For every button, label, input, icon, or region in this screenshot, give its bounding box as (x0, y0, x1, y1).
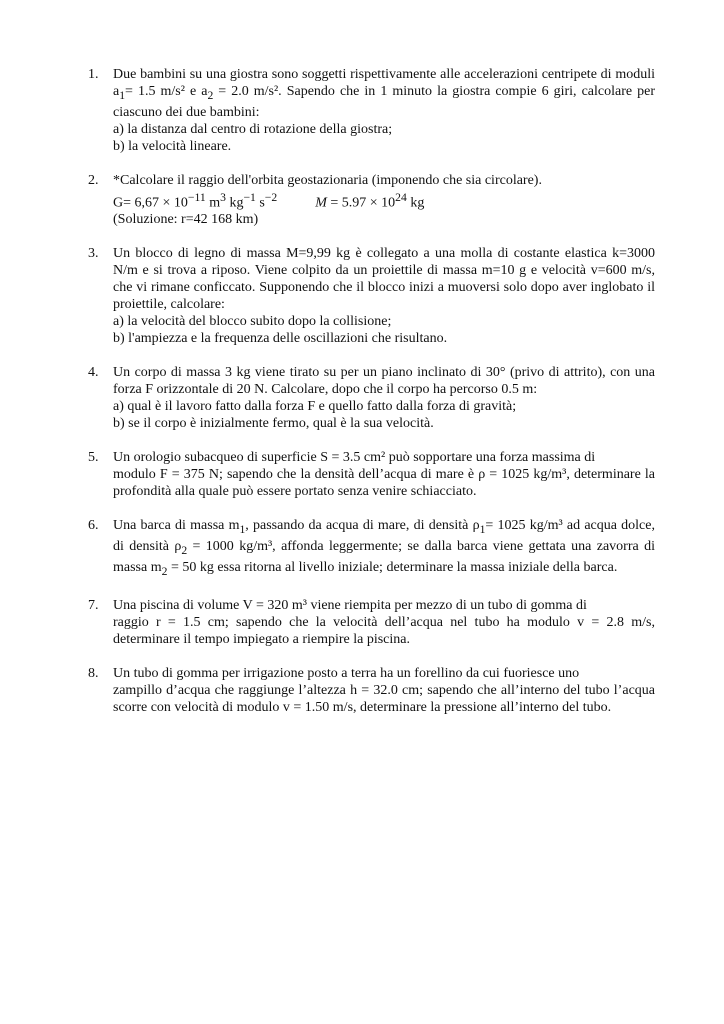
solution: (Soluzione: r=42 168 km) (113, 212, 259, 228)
subscript: 1 (119, 88, 126, 102)
problem-number: 8. (88, 665, 99, 681)
problem-7 (88, 597, 655, 648)
problem-number: 5. (88, 450, 99, 466)
question-b: b) l'ampiezza e la frequenza delle oscillazioni che risultano. (113, 331, 448, 347)
problem-text-continued: modulo F = 375 N; sapendo che la densità dell’acqua di mare è ρ = 1025 kg/m³, determinare la profondità alla quale può essere portato senza venire schiacciato. (113, 467, 655, 500)
earth-mass-value: = 5.97 × 10 (326, 195, 396, 211)
problem-text: Un orologio subacqueo di superficie S = 3.5 cm² può sopportare una forza massima di (113, 450, 596, 466)
problem-number: 1. (88, 67, 99, 82)
question-a: a) la velocità del blocco subito dopo la collisione; (113, 314, 392, 330)
problem-text: Un corpo di massa 3 kg viene tirato su per un piano inclinato di 30° (privo di attrito), con una forza F orizzontale di 20 N. Calcolare, dopo che il corpo ha percorso 0.5 m: (113, 365, 655, 398)
problem-1 (88, 66, 655, 155)
constants-line: $G= 6,67 \times 10^{-11}$ $m^3$ $kg^{-1}$ $s^{-2}$ $M = 5.97 \times 10^{24}$ kg (113, 190, 425, 211)
problem-text-continued: zampillo d’acqua che raggiunge l’altezza h = 32.0 cm; sapendo che all’interno del tubo l’acqua scorre con velocità di modulo v = 1.50 m/s, determinare la pressione all’interno del tubo. (113, 682, 655, 715)
question-a: a) qual è il lavoro fatto dalla forza F e quello fatto dalla forza di gravità; (113, 399, 517, 415)
problem-text: Un tubo di gomma per irrigazione posto a terra ha un forellino da cui fuoriesce uno (113, 665, 580, 681)
question-b: b) la velocità lineare. (113, 138, 232, 154)
subscript: 2 (161, 564, 168, 578)
problem-3 (88, 245, 655, 347)
earth-mass-symbol: M (315, 195, 327, 211)
problem-text-continued: raggio r = 1.5 cm; sapendo che la velocità dell’acqua nel tubo ha modulo v = 2.8 m/s, determinare il tempo impiegato a riempire la piscina. (113, 614, 655, 647)
problem-8 (88, 665, 655, 716)
gravitational-constant: G= 6,67 × 10 (113, 195, 188, 211)
problem-number: 3. (88, 246, 99, 262)
subscript: 1 (479, 523, 486, 537)
question-b: b) se il corpo è inizialmente fermo, qual è la sua velocità. (113, 416, 434, 432)
problem-4 (88, 364, 655, 432)
subscript: 2 (181, 544, 188, 558)
problem-5 (88, 449, 655, 500)
problem-text: Una piscina di volume V = 320 m³ viene riempita per mezzo di un tubo di gomma di (113, 597, 587, 613)
problem-number: 2. (88, 172, 99, 188)
problem-text: *Calcolare il raggio dell'orbita geostazionaria (imponendo che sia circolare). (113, 172, 542, 188)
problem-text: Un blocco di legno di massa M=9,99 kg è collegato a una molla di costante elastica k=3000 N/m e si trova a riposo. Viene colpito da un proiettile di massa m=10 g e velocità v=600 m/s, che vi rimane conficcato. Supponendo che il blocco inizi a muoversi solo dopo aver inglobato il proiettile, calcolare: (113, 246, 655, 313)
problem-number: 6. (88, 518, 99, 534)
problem-list (88, 66, 655, 733)
problem-number: 4. (88, 365, 99, 381)
problem-text: Una barca di massa $m_1$, passando da acqua di mare, di densità $\rho_1= 1025$ kg/m³ ad acqua dolce, di densità $\rho_2 = 1000$ kg/m³, affonda leggermente; se dalla barca viene gettata una zavorra di massa $m_2 = 50$ kg essa ritorna al livello iniziale; determinare la massa iniziale della barca. (113, 518, 655, 578)
problem-number: 7. (88, 597, 99, 613)
problem-text: Due bambini su una giostra sono soggetti rispettivamente alle accelerazioni centripete di moduli $a_1= 1.5$ m/s² e $a_2 = 2.0$ m/s². Sapendo che in 1 minuto la giostra compie 6 giri, calcolare per ciascuno dei due bambini: (113, 67, 656, 120)
subscript: 1 (239, 523, 246, 537)
question-a: a) la distanza dal centro di rotazione della giostra; (113, 121, 393, 137)
subscript: 2 (207, 88, 214, 102)
problem-6 (88, 517, 655, 579)
problem-2 (88, 172, 655, 229)
